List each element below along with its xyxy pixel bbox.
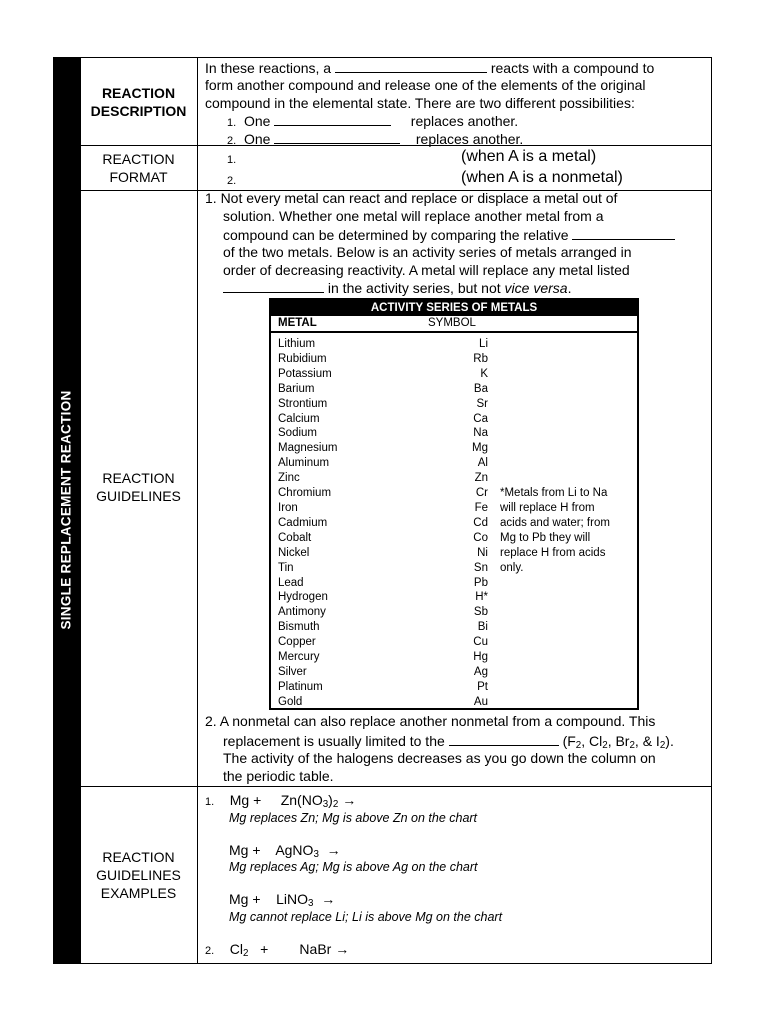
metal-name: Mercury xyxy=(278,651,320,664)
metal-symbol: Fe xyxy=(474,501,488,514)
metal-name: Magnesium xyxy=(278,442,338,455)
example-3-note: Mg cannot replace Li; Li is above Mg on the chart xyxy=(229,910,503,924)
footnote-line: will replace H from xyxy=(500,501,595,514)
fill-in-blank xyxy=(572,225,675,240)
description-line-3: compound in the elemental state. There are two different possibilities: xyxy=(205,95,635,111)
metal-symbol: Na xyxy=(473,427,488,440)
metal-name: Iron xyxy=(278,501,298,514)
fill-in-blank xyxy=(274,111,391,126)
metal-symbol: Pb xyxy=(473,576,488,589)
metal-name: Platinum xyxy=(278,680,323,693)
grid-line xyxy=(80,963,712,964)
metal-name: Barium xyxy=(278,382,315,395)
header-divider xyxy=(271,331,637,333)
fill-in-blank xyxy=(335,58,487,73)
metal-symbol: Cr xyxy=(475,487,488,500)
metal-name: Lithium xyxy=(278,338,316,350)
sidebar-title: SINGLE REPLACEMENT REACTION xyxy=(58,390,74,630)
metal-name: Cadmium xyxy=(278,516,328,529)
column-header-symbol: SYMBOL xyxy=(428,317,476,329)
guideline-1-line-6: in the activity series, but not vice versa. xyxy=(223,278,571,297)
metal-name: Potassium xyxy=(278,367,332,380)
grid-line xyxy=(80,57,81,964)
possibility-2: 2. One replaces another. xyxy=(227,131,524,147)
footnote-line: acids and water; from xyxy=(500,516,610,529)
label-reaction-description: REACTION DESCRIPTION xyxy=(90,85,187,119)
metal-symbol: Cu xyxy=(473,636,488,649)
guideline-1-line-1: 1. Not every metal can react and replace or displace a metal out of xyxy=(205,190,618,206)
metal-symbol: Sn xyxy=(473,561,488,574)
metal-symbol: K xyxy=(480,367,488,380)
metal-name: Aluminum xyxy=(278,457,330,470)
metal-name: Calcium xyxy=(278,412,320,425)
example-1-note: Mg replaces Zn; Mg is above Zn on the chart xyxy=(229,811,478,825)
example-2: Mg + AgNO$_3$ → xyxy=(229,842,341,860)
metal-symbol: Rb xyxy=(473,352,488,365)
metal-symbol: H* xyxy=(475,591,488,604)
metal-name: Strontium xyxy=(278,397,328,410)
fill-in-blank xyxy=(449,731,559,746)
metal-symbol: Ag xyxy=(473,665,488,678)
metal-name: Bismuth xyxy=(278,621,320,634)
column-header-metal: METAL xyxy=(278,317,317,329)
grid-line xyxy=(80,786,712,787)
metal-symbol: Ba xyxy=(473,382,488,395)
metal-symbol: Bi xyxy=(477,621,488,634)
example-1: 1. Mg + $Zn(NO_3)_2$ → xyxy=(205,792,357,810)
metal-symbol: Ni xyxy=(477,546,488,559)
metal-symbol: Al xyxy=(477,457,488,470)
metal-name: Tin xyxy=(278,561,294,574)
metal-symbol: Hg xyxy=(473,651,488,664)
fill-in-blank xyxy=(223,278,324,293)
grid-line xyxy=(711,57,712,964)
metal-name: Hydrogen xyxy=(278,591,328,604)
guideline-1-line-2: solution. Whether one metal will replace another metal from a xyxy=(223,208,604,224)
metal-name: Zinc xyxy=(278,472,300,485)
description-line-2: form another compound and release one of the elements of the original xyxy=(205,77,646,93)
metal-symbol: Pt xyxy=(477,680,488,693)
metal-name: Rubidium xyxy=(278,352,327,365)
grid-line xyxy=(197,57,198,964)
metal-name: Copper xyxy=(278,636,316,649)
metal-name: Nickel xyxy=(278,546,310,559)
fill-in-blank xyxy=(274,129,400,144)
metal-symbol: Cd xyxy=(473,516,488,529)
activity-series-title: ACTIVITY SERIES OF METALS xyxy=(271,300,637,316)
metal-name: Silver xyxy=(278,665,307,678)
metal-symbol: Sr xyxy=(476,397,488,410)
example-4: 2. $Cl_2$ + NaBr → xyxy=(205,941,350,959)
activity-series-table xyxy=(269,298,639,710)
description-line-1: In these reactions, a reacts with a compound to xyxy=(205,60,655,76)
footnote-line: *Metals from Li to Na xyxy=(500,487,608,499)
guideline-1-line-4: of the two metals. Below is an activity series of metals arranged in xyxy=(223,244,632,260)
footnote-line: Mg to Pb they will xyxy=(500,531,591,544)
example-2-note: Mg replaces Ag; Mg is above Ag on the chart xyxy=(229,860,478,874)
label-reaction-guidelines-examples: REACTION GUIDELINES EXAMPLES xyxy=(96,849,181,901)
guideline-1-line-3: compound can be determined by comparing the relative xyxy=(223,225,675,244)
metal-symbol: Li xyxy=(479,338,488,350)
metal-symbol: Zn xyxy=(474,472,488,485)
metal-symbol: Au xyxy=(473,695,488,708)
symbol-list xyxy=(421,337,488,710)
guideline-2-line-1: 2. A nonmetal can also replace another nonmetal from a compound. This xyxy=(205,713,656,729)
metal-name: Sodium xyxy=(278,427,317,440)
footnote-line: only. xyxy=(500,561,524,574)
metal-symbol: Co xyxy=(473,531,488,544)
metal-name: Cobalt xyxy=(278,531,312,544)
format-note-2: (when A is a nonmetal) xyxy=(461,169,623,186)
metal-symbol: Ca xyxy=(473,412,488,425)
guideline-2-line-2: replacement is usually limited to the ($F_2$, $Cl_2$, $Br_2$, & $I_2$). xyxy=(223,733,674,751)
possibility-1: 1. One replaces another. xyxy=(227,113,519,129)
guideline-1-line-5: order of decreasing reactivity. A metal will replace any metal listed xyxy=(223,262,630,278)
metal-list xyxy=(278,337,337,710)
format-note-1: (when A is a metal) xyxy=(461,148,597,165)
format-num-1: 1. xyxy=(227,154,237,166)
example-3: Mg + LiNO$_3$ → xyxy=(229,891,336,909)
metal-symbol: Sb xyxy=(473,606,488,619)
metal-name: Chromium xyxy=(278,487,332,500)
label-reaction-guidelines: REACTION GUIDELINES xyxy=(96,470,181,504)
metal-symbol: Mg xyxy=(472,442,488,455)
hydrogen-footnote xyxy=(500,486,610,575)
metal-name: Gold xyxy=(278,695,303,708)
guideline-2-line-3: The activity of the halogens decreases as you go down the column on xyxy=(223,750,656,766)
label-reaction-format: REACTION FORMAT xyxy=(102,151,175,185)
guideline-2-line-4: the periodic table. xyxy=(223,768,334,784)
format-num-2: 2. xyxy=(227,175,237,187)
footnote-line: replace H from acids xyxy=(500,546,606,559)
metal-name: Lead xyxy=(278,576,304,589)
metal-name: Antimony xyxy=(278,606,326,619)
